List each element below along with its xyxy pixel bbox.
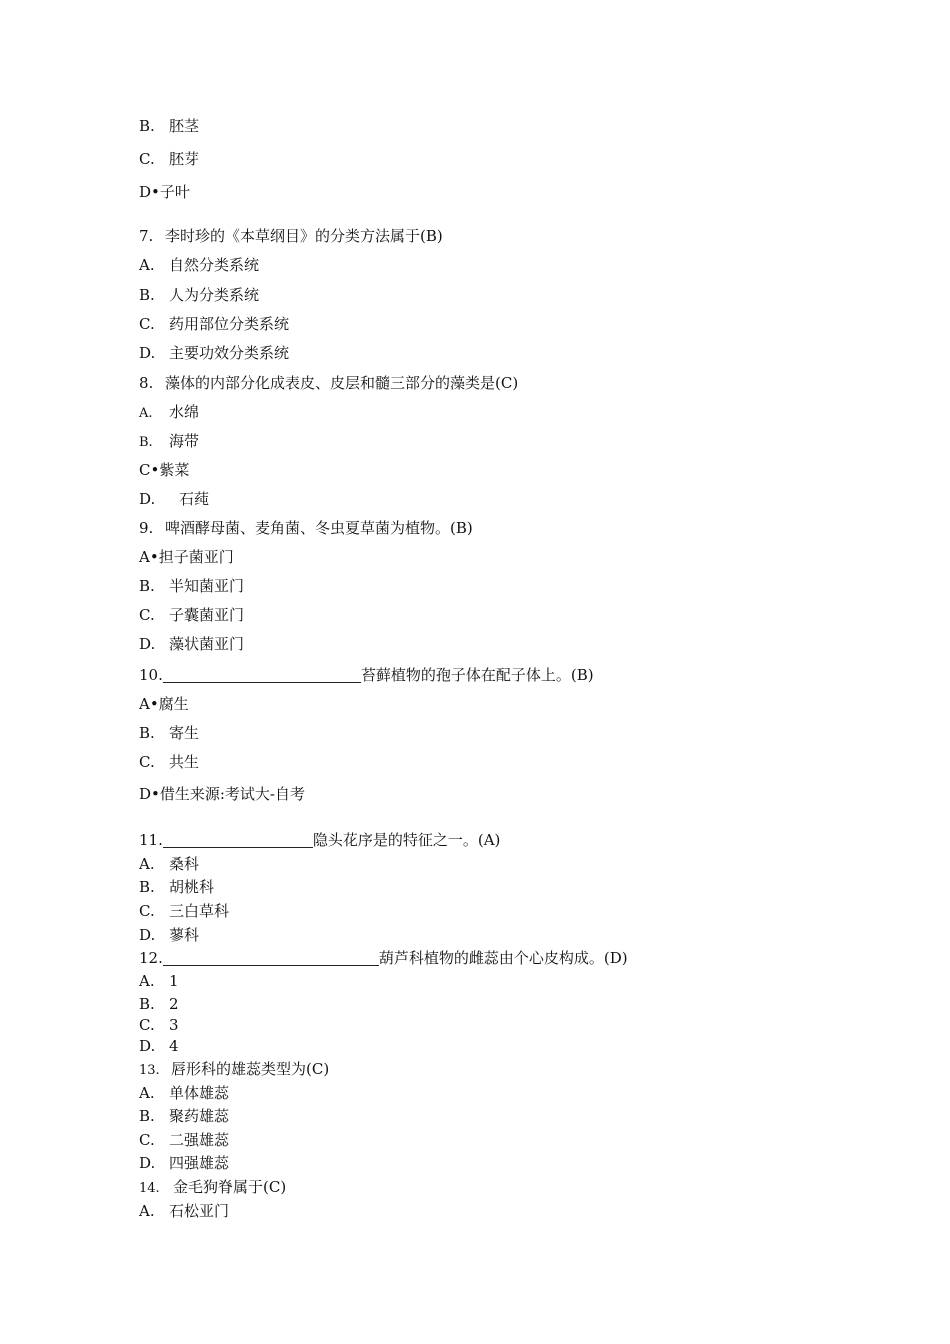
option-d-line: D. 藻状菌亚门 <box>139 635 245 653</box>
option-a-line: A. 水绵 <box>139 403 200 421</box>
option-b-line: B. 聚药雄蕊 <box>139 1107 230 1125</box>
option-c-line: C. 子囊菌亚门 <box>139 606 245 624</box>
option-c-line: C. 胚芽 <box>139 150 200 168</box>
option-c-line: C. 二强雄蕊 <box>139 1131 230 1149</box>
option-d-line: D. 石莼 <box>139 490 210 508</box>
option-a-line: A. 单体雄蕊 <box>139 1084 230 1102</box>
question-13: 13. 唇形科的雄蕊类型为(C) <box>139 1060 330 1078</box>
option-d-line: D•子叶 <box>139 183 190 201</box>
option-a-line: A. 石松亚门 <box>139 1202 230 1220</box>
option-a-line: A. 桑科 <box>139 855 200 873</box>
option-c-line: C. 3 <box>139 1016 179 1034</box>
option-d-line: D. 蓼科 <box>139 926 200 944</box>
option-c-line: C. 共生 <box>139 753 200 771</box>
question-10: 10. 苔藓植物的孢子体在配子体上。(B) <box>139 666 594 684</box>
question-11: 11. 隐头花序是的特征之一。(A) <box>139 831 501 849</box>
option-d-line: D. 主要功效分类系统 <box>139 344 290 362</box>
option-b-line: B. 半知菌亚门 <box>139 577 245 595</box>
answer-blank <box>163 667 361 683</box>
option-d-line: D. 4 <box>139 1037 179 1055</box>
option-a-line: A•担子菌亚门 <box>139 548 234 566</box>
option-c-line: C. 三白草科 <box>139 902 230 920</box>
question-8: 8. 藻体的内部分化成表皮、皮层和髓三部分的藻类是(C) <box>139 374 519 392</box>
option-a-line: A. 1 <box>139 972 179 990</box>
option-b-line: B. 2 <box>139 995 179 1013</box>
option-b-line: B. 胚茎 <box>139 117 200 135</box>
question-7: 7. 李时珍的《本草纲目》的分类方法属于(B) <box>139 227 443 245</box>
question-14: 14. 金毛狗脊属于(C) <box>139 1178 287 1196</box>
answer-blank <box>163 832 313 848</box>
option-b-line: B. 寄生 <box>139 724 200 742</box>
question-9: 9. 啤酒酵母菌、麦角菌、冬虫夏草菌为植物。(B) <box>139 519 473 537</box>
option-b-line: B. 胡桃科 <box>139 878 215 896</box>
question-12: 12. 葫芦科植物的雌蕊由个心皮构成。(D) <box>139 949 628 967</box>
option-c-line: C•紫菜 <box>139 461 190 479</box>
option-d-line: D. 四强雄蕊 <box>139 1154 230 1172</box>
option-a-line: A. 自然分类系统 <box>139 256 260 274</box>
option-d-line: D•借生来源:考试大-自考 <box>139 785 305 803</box>
option-a-line: A•腐生 <box>139 695 189 713</box>
option-c-line: C. 药用部位分类系统 <box>139 315 290 333</box>
option-b-line: B. 人为分类系统 <box>139 286 260 304</box>
option-b-line: B. 海带 <box>139 432 200 450</box>
answer-blank <box>163 950 379 966</box>
